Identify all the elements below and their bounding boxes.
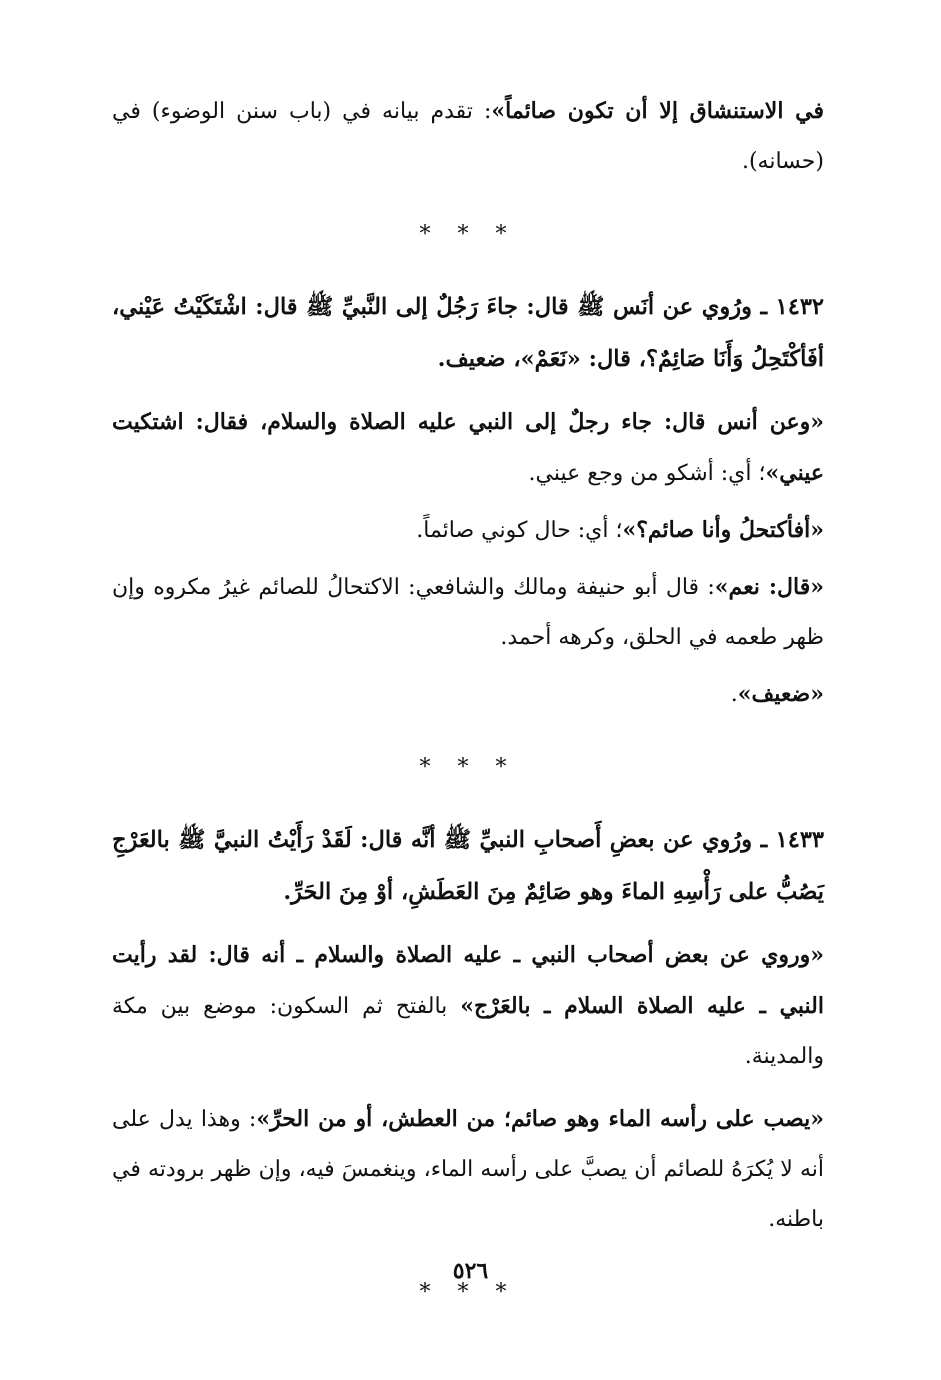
commentary-explanation: . xyxy=(730,682,738,707)
commentary-quote: «ضعيف» xyxy=(737,681,824,707)
commentary-paragraph xyxy=(112,562,824,663)
commentary-explanation: : وهذا يدل على أنه لا يُكرَهُ للصائم أن يصبَّ على رأسه الماء، وينغمسَ فيه، وإن ظهر برودته في باطنه. xyxy=(112,1107,824,1232)
commentary-quote: «وعن أنس قال: جاء رجلٌ إلى النبي عليه الصلاة والسلام، فقال: اشتكيت عيني» xyxy=(112,409,824,486)
section-separator: * * * xyxy=(419,222,517,247)
section-separator: * * * xyxy=(419,1280,517,1305)
commentary-paragraph xyxy=(112,505,824,556)
intro-quote: في الاستنشاق إلا أن تكون صائماً» xyxy=(491,98,825,124)
commentary-explanation: ؛ أي: حال كوني صائماً. xyxy=(416,518,623,543)
section-separator: * * * xyxy=(419,755,517,780)
page-body xyxy=(112,86,824,1339)
commentary-paragraph xyxy=(112,669,824,720)
page-number: ٥٢٦ xyxy=(452,1258,489,1284)
commentary-quote: «يصب على رأسه الماء وهو صائم؛ من العطش، أو من الحرِّ» xyxy=(256,1106,825,1132)
hadith-1433-text: ١٤٣٣ ـ ورُوي عن بعضِ أَصحابِ النبيِّ ﷺ أنَّه قال: لَقَدْ رَأَيْتُ النبيَّ ﷺ بالعَرْجِ يَصُبُّ على رَأْسِهِ الماءَ وهو صَائِمٌ مِنَ العَطَشِ، أوْ مِنَ الحَرِّ. xyxy=(112,827,824,905)
commentary-explanation: : قال أبو حنيفة ومالك والشافعي: الاكتحالُ للصائم غيرُ مكروه وإن ظهر طعمه في الحلق، وكرهه أحمد. xyxy=(112,575,824,650)
intro-paragraph xyxy=(112,86,824,187)
intro-explanation: : تقدم بيانه في (باب سنن الوضوء) في (حسانه). xyxy=(112,99,824,174)
commentary-quote: «وروي عن بعض أصحاب النبي ـ عليه الصلاة والسلام ـ أنه قال: لقد رأيت النبي ـ عليه الصلاة السلام ـ بالعَرْج» xyxy=(112,942,824,1019)
hadith-1432-text: ١٤٣٢ ـ ورُوي عن أنَس ﷺ قال: جاءَ رَجُلٌ إلى النَّبيِّ ﷺ قال: اشْتَكَيْتُ عَيْني، أفَأكْتَحِلُ وَأَنَا صَائِمٌ؟، قال: «نَعَمْ»، ضعيف. xyxy=(112,294,824,372)
commentary-explanation: ؛ أي: أشكو من وجع عيني. xyxy=(528,461,766,486)
commentary-quote: «قال: نعم» xyxy=(714,574,824,600)
commentary-paragraph xyxy=(112,397,824,499)
commentary-explanation: بالفتح ثم السكون: موضع بين مكة والمدينة. xyxy=(112,994,824,1069)
commentary-paragraph xyxy=(112,930,824,1082)
commentary-quote: «أفأكتحلُ وأنا صائم؟» xyxy=(622,517,824,543)
commentary-paragraph xyxy=(112,1094,824,1245)
